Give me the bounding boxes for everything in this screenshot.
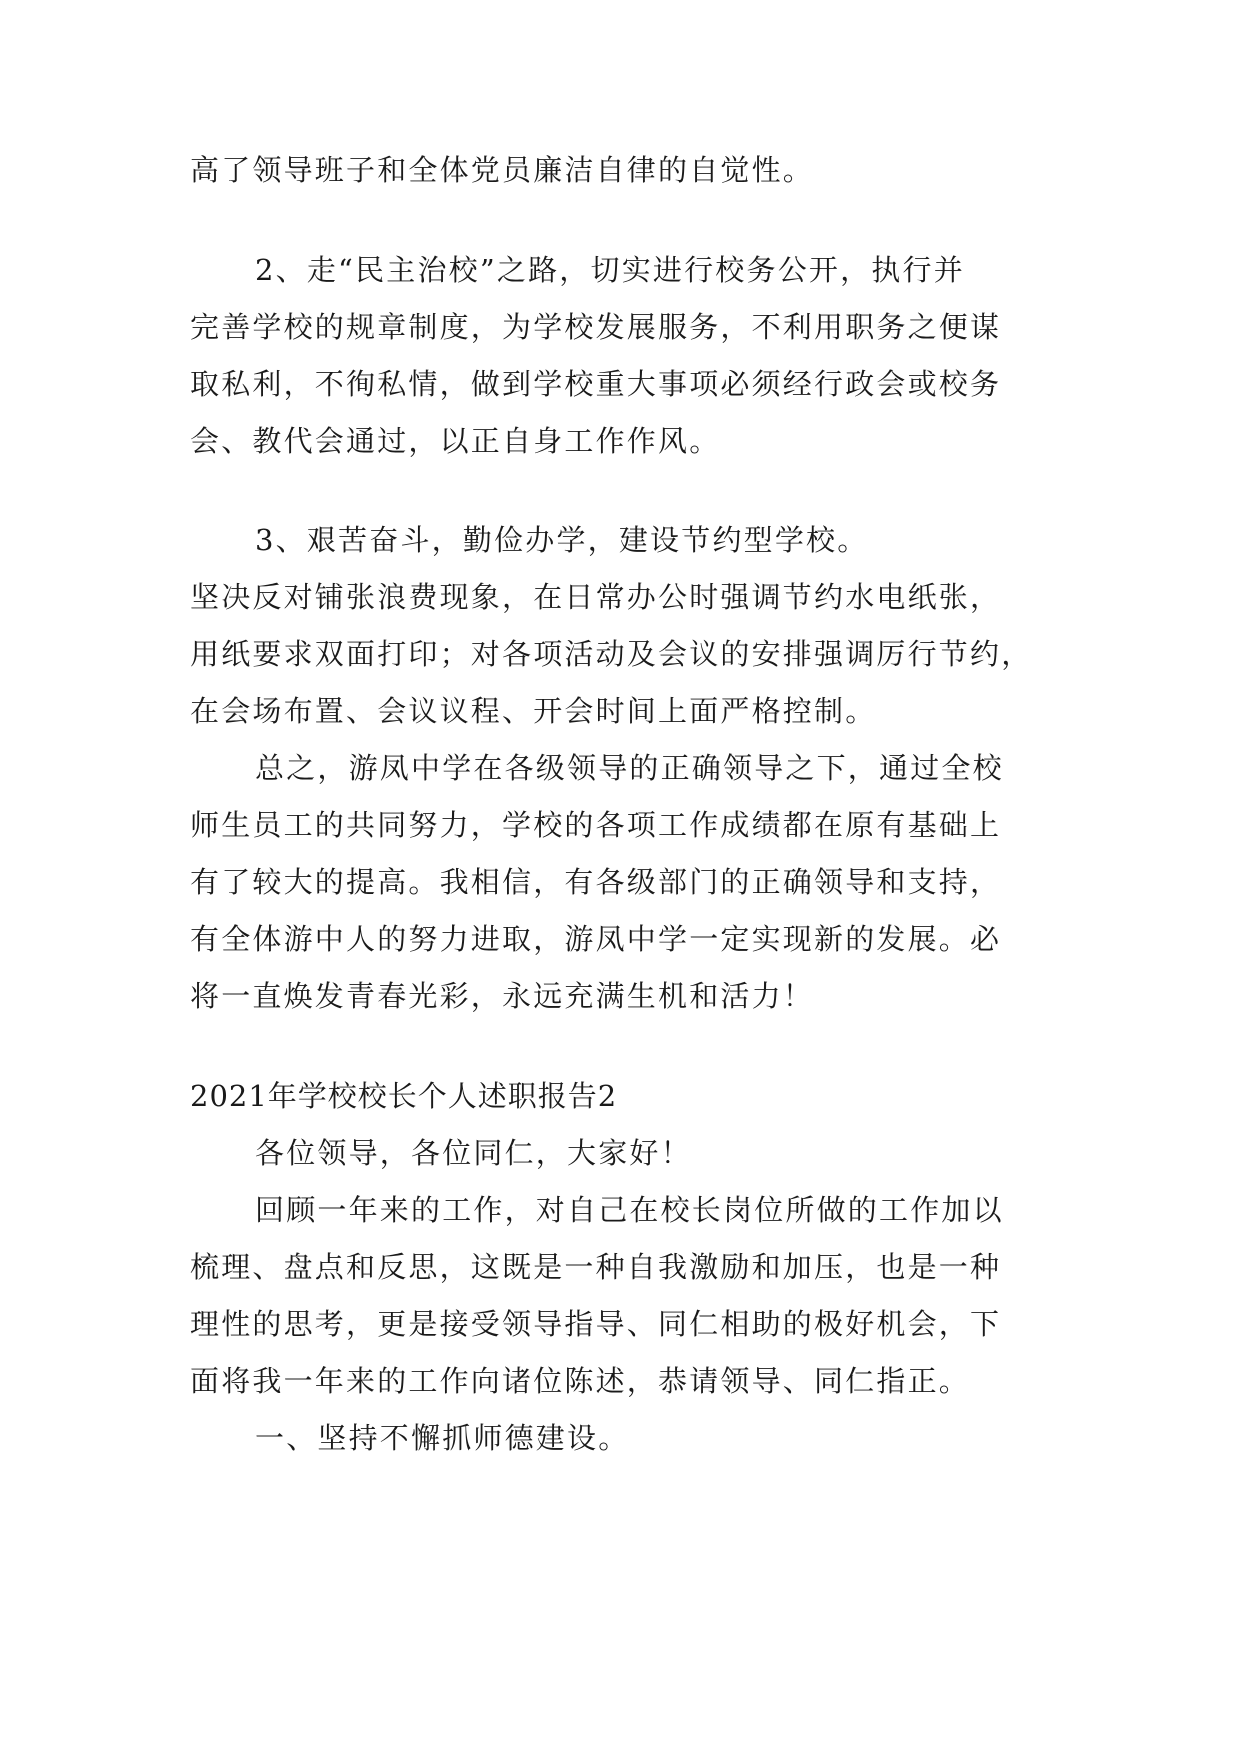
paragraph-line: 高了领导班子和全体党员廉洁自律的自觉性。 <box>190 153 815 187</box>
paragraph-line: 有了较大的提高。我相信，有各级部门的正确领导和支持， <box>190 865 1002 899</box>
paragraph-line: 将一直焕发青春光彩，永远充满生机和活力！ <box>190 979 815 1013</box>
paragraph-line: 2、走“民主治校”之路，切实进行校务公开，执行并 <box>255 253 965 287</box>
paragraph-line: 梳理、盘点和反思，这既是一种自我激励和加压，也是一种 <box>190 1250 1002 1284</box>
section-heading: 一、坚持不懈抓师德建设。 <box>255 1421 630 1455</box>
paragraph-line: 3、艰苦奋斗，勤俭办学，建设节约型学校。 <box>255 523 869 557</box>
paragraph-line: 师生员工的共同努力，学校的各项工作成绩都在原有基础上 <box>190 808 1002 842</box>
paragraph-line: 会、教代会通过，以正自身工作作风。 <box>190 424 721 458</box>
paragraph-line: 回顾一年来的工作，对自己在校长岗位所做的工作加以 <box>255 1193 1004 1227</box>
paragraph-line: 有全体游中人的努力进取，游凤中学一定实现新的发展。必 <box>190 922 1002 956</box>
paragraph-line: 理性的思考，更是接受领导指导、同仁相助的极好机会，下 <box>190 1307 1002 1341</box>
greeting-line: 各位领导，各位同仁，大家好！ <box>255 1136 692 1170</box>
paragraph-line: 用纸要求双面打印；对各项活动及会议的安排强调厉行节约， <box>190 637 1033 671</box>
report-title: 2021年学校校长个人述职报告2 <box>190 1079 618 1113</box>
paragraph-line: 总之，游凤中学在各级领导的正确领导之下，通过全校 <box>255 751 1004 785</box>
paragraph-line: 取私利，不徇私情，做到学校重大事项必须经行政会或校务 <box>190 367 1002 401</box>
paragraph-line: 面将我一年来的工作向诸位陈述，恭请领导、同仁指正。 <box>190 1364 971 1398</box>
paragraph-line: 完善学校的规章制度，为学校发展服务，不利用职务之便谋 <box>190 310 1002 344</box>
paragraph-line: 坚决反对铺张浪费现象，在日常办公时强调节约水电纸张， <box>190 580 1002 614</box>
paragraph-line: 在会场布置、会议议程、开会时间上面严格控制。 <box>190 694 877 728</box>
